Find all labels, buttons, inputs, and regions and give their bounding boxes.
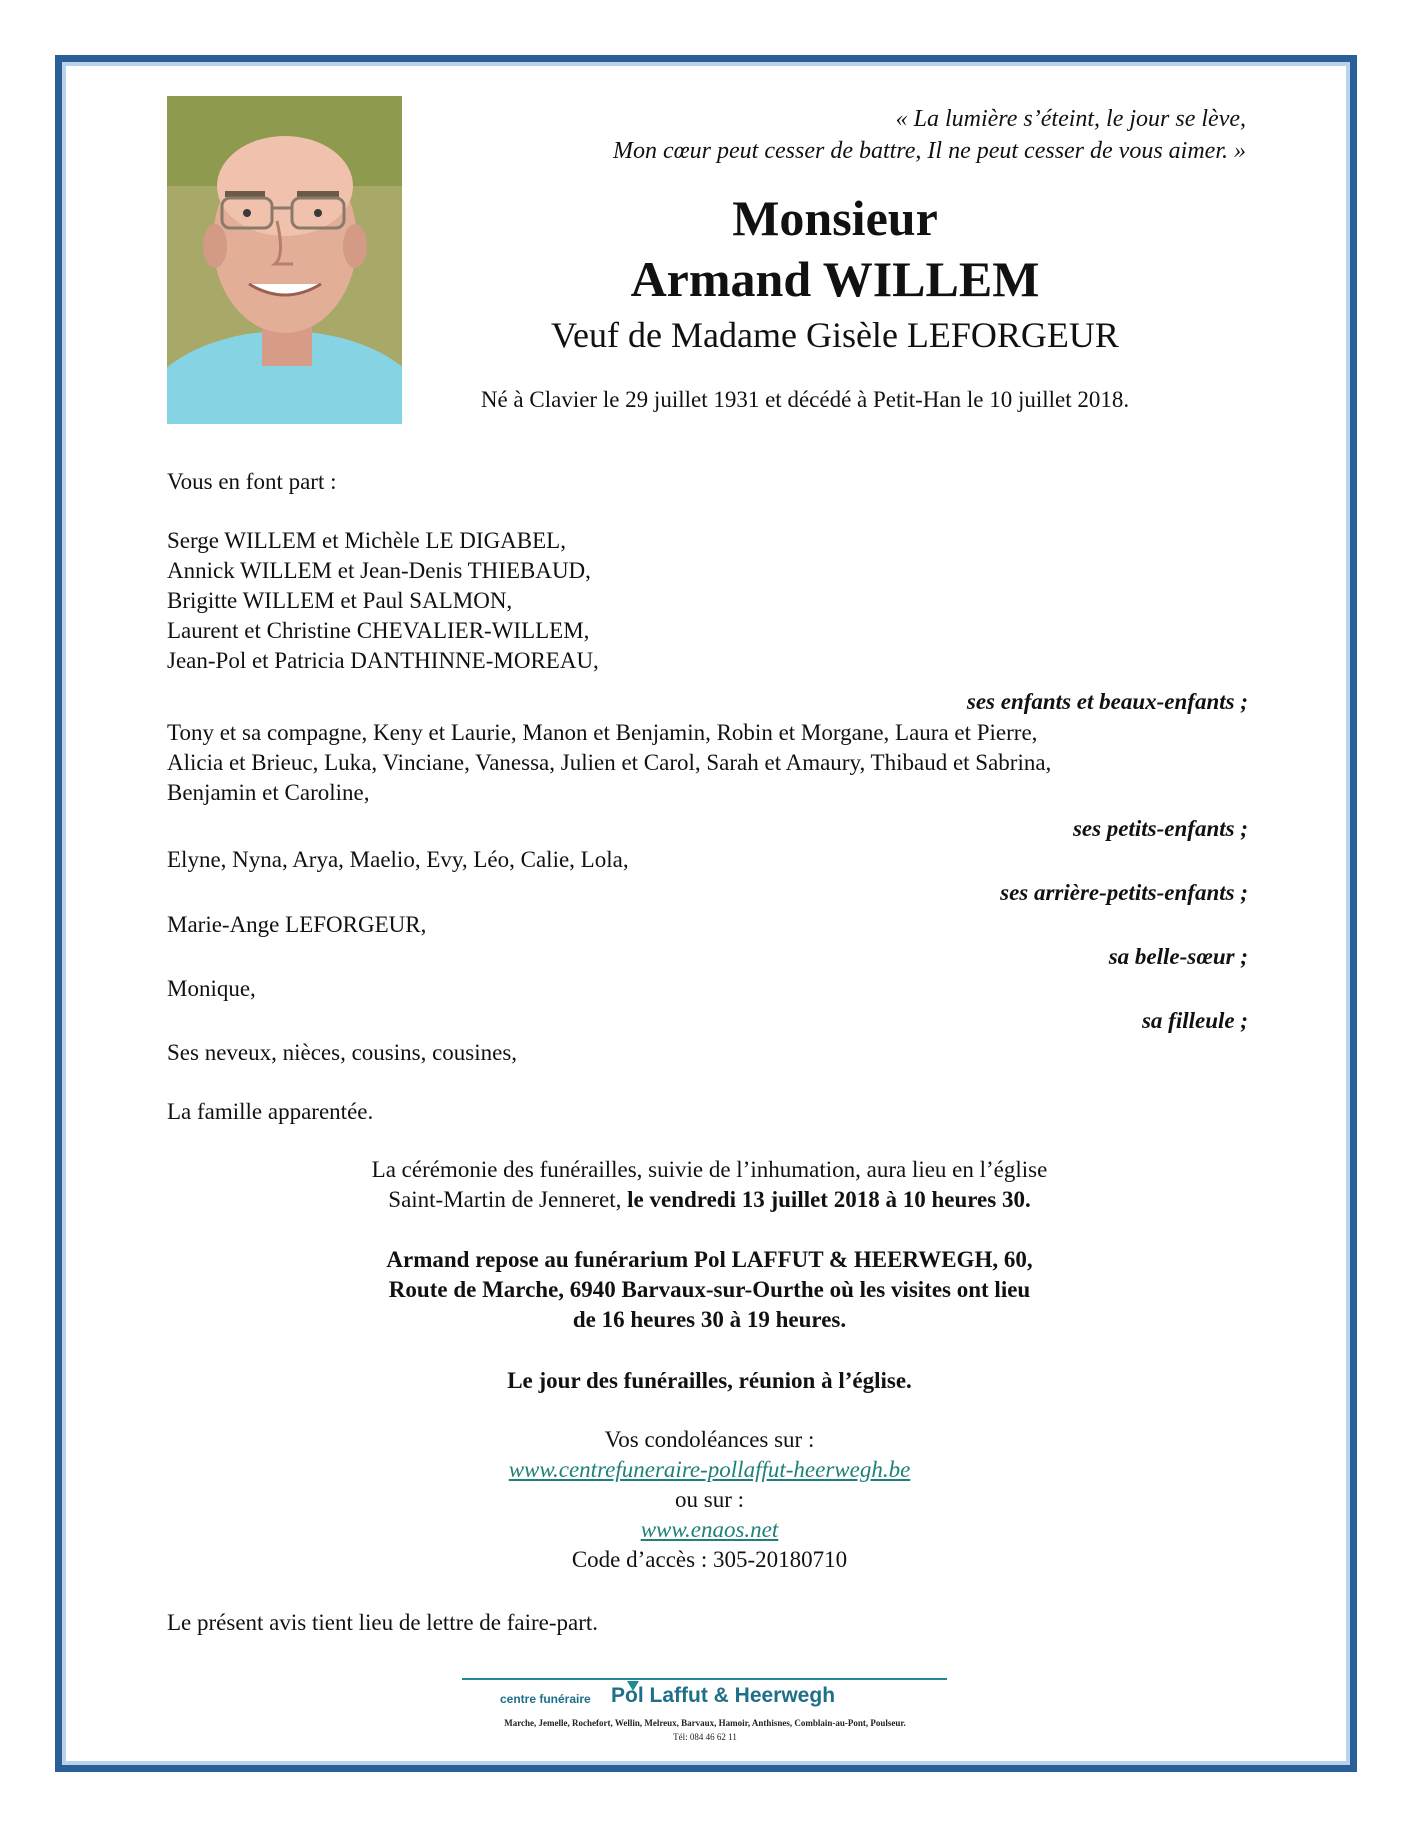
ceremony-line-1: La cérémonie des funérailles, suivie de l’inhumation, aura lieu en l’église	[371, 1157, 1048, 1182]
access-code: Code d’accès : 305-20180710	[571, 1547, 848, 1572]
list-item: Benjamin et Caroline,	[167, 780, 370, 805]
children-role: ses enfants et beaux-enfants ;	[966, 689, 1248, 714]
grandchildren-list	[167, 718, 1252, 808]
sister-in-law: Marie-Ange LEFORGEUR,	[167, 912, 427, 937]
deceased-name: Armand WILLEM	[630, 251, 1040, 307]
goddaughter: Monique,	[167, 976, 256, 1001]
ceremony-line-2	[167, 1185, 1252, 1215]
grandchildren-role: ses petits-enfants ;	[1072, 816, 1248, 841]
list-item: Alicia et Brieuc, Luka, Vinciane, Vanessa, Julien et Carol, Sarah et Amaury, Thibaud et Sabrina,	[167, 750, 1052, 775]
list-item: Annick WILLEM et Jean-Denis THIEBAUD,	[167, 558, 591, 583]
list-item: Serge WILLEM et Michèle LE DIGABEL,	[167, 528, 566, 553]
children-list	[167, 526, 1252, 676]
family: La famille apparentée.	[167, 1099, 374, 1124]
condolences-link-2[interactable]: www.enaos.net	[640, 1517, 779, 1542]
ceremony-date: le vendredi 13 juillet 2018 à 10 heures 30.	[621, 1187, 1031, 1212]
logo-name: Pol Laffut & Heerwegh	[611, 1684, 836, 1707]
rest-info	[167, 1245, 1252, 1335]
portrait-photo	[167, 96, 402, 424]
great-grandchildren-role: ses arrière-petits-enfants ;	[1000, 880, 1248, 905]
rest-line-1: Armand repose au funérarium Pol LAFFUT & HEERWEGH, 60,	[386, 1247, 1033, 1272]
relatives: Ses neveux, nièces, cousins, cousines,	[167, 1040, 518, 1065]
closing: Le présent avis tient lieu de lettre de faire-part.	[167, 1610, 599, 1635]
ceremony	[167, 1155, 1252, 1215]
goddaughter-role: sa filleule ;	[1141, 1008, 1248, 1033]
rest-line-3: de 16 heures 30 à 19 heures.	[572, 1307, 847, 1332]
great-grandchildren: Elyne, Nyna, Arya, Maelio, Evy, Léo, Calie, Lola,	[167, 847, 629, 872]
birth-death-line: Né à Clavier le 29 juillet 1931 et décédé à Petit-Han le 10 juillet 2018.	[480, 387, 1130, 412]
logo-phone: Tél: 084 46 62 11	[673, 1732, 737, 1742]
portrait-illustration	[167, 96, 402, 424]
list-item: Jean-Pol et Patricia DANTHINNE-MOREAU,	[167, 648, 599, 673]
list-item: Laurent et Christine CHEVALIER-WILLEM,	[167, 618, 590, 643]
ceremony-place: Saint-Martin de Jenneret,	[388, 1187, 622, 1212]
spouse-line: Veuf de Madame Gisèle LEFORGEUR	[551, 315, 1119, 355]
list-item: Tony et sa compagne, Keny et Laurie, Manon et Benjamin, Robin et Morgane, Laura et Pierre,	[167, 720, 1038, 745]
list-item: Brigitte WILLEM et Paul SALMON,	[167, 588, 513, 613]
logo-line	[462, 1678, 947, 1680]
logo-cities: Marche, Jemelle, Rochefort, Wellin, Melreux, Barvaux, Hamoir, Anthisnes, Comblain-au-Pont, Poulseur.	[504, 1718, 906, 1728]
civility: Monsieur	[732, 190, 938, 246]
quote-line-2: Mon cœur peut cesser de battre, Il ne peut cesser de vous aimer. »	[613, 138, 1246, 164]
quote	[486, 103, 1246, 167]
logo-small-text: centre funéraire	[500, 1692, 591, 1706]
condolences-or: ou sur :	[675, 1487, 744, 1512]
condolences-label: Vos condoléances sur :	[604, 1427, 815, 1452]
intro: Vous en font part :	[167, 469, 337, 494]
meeting: Le jour des funérailles, réunion à l’église.	[507, 1368, 912, 1393]
sister-in-law-role: sa belle-sœur ;	[1108, 944, 1248, 969]
condolences	[167, 1425, 1252, 1575]
quote-line-1: « La lumière s’éteint, le jour se lève,	[895, 106, 1246, 132]
condolences-link-1[interactable]: www.centrefuneraire-pollaffut-heerwegh.be	[508, 1457, 911, 1482]
rest-line-2: Route de Marche, 6940 Barvaux-sur-Ourthe où les visites ont lieu	[388, 1277, 1031, 1302]
